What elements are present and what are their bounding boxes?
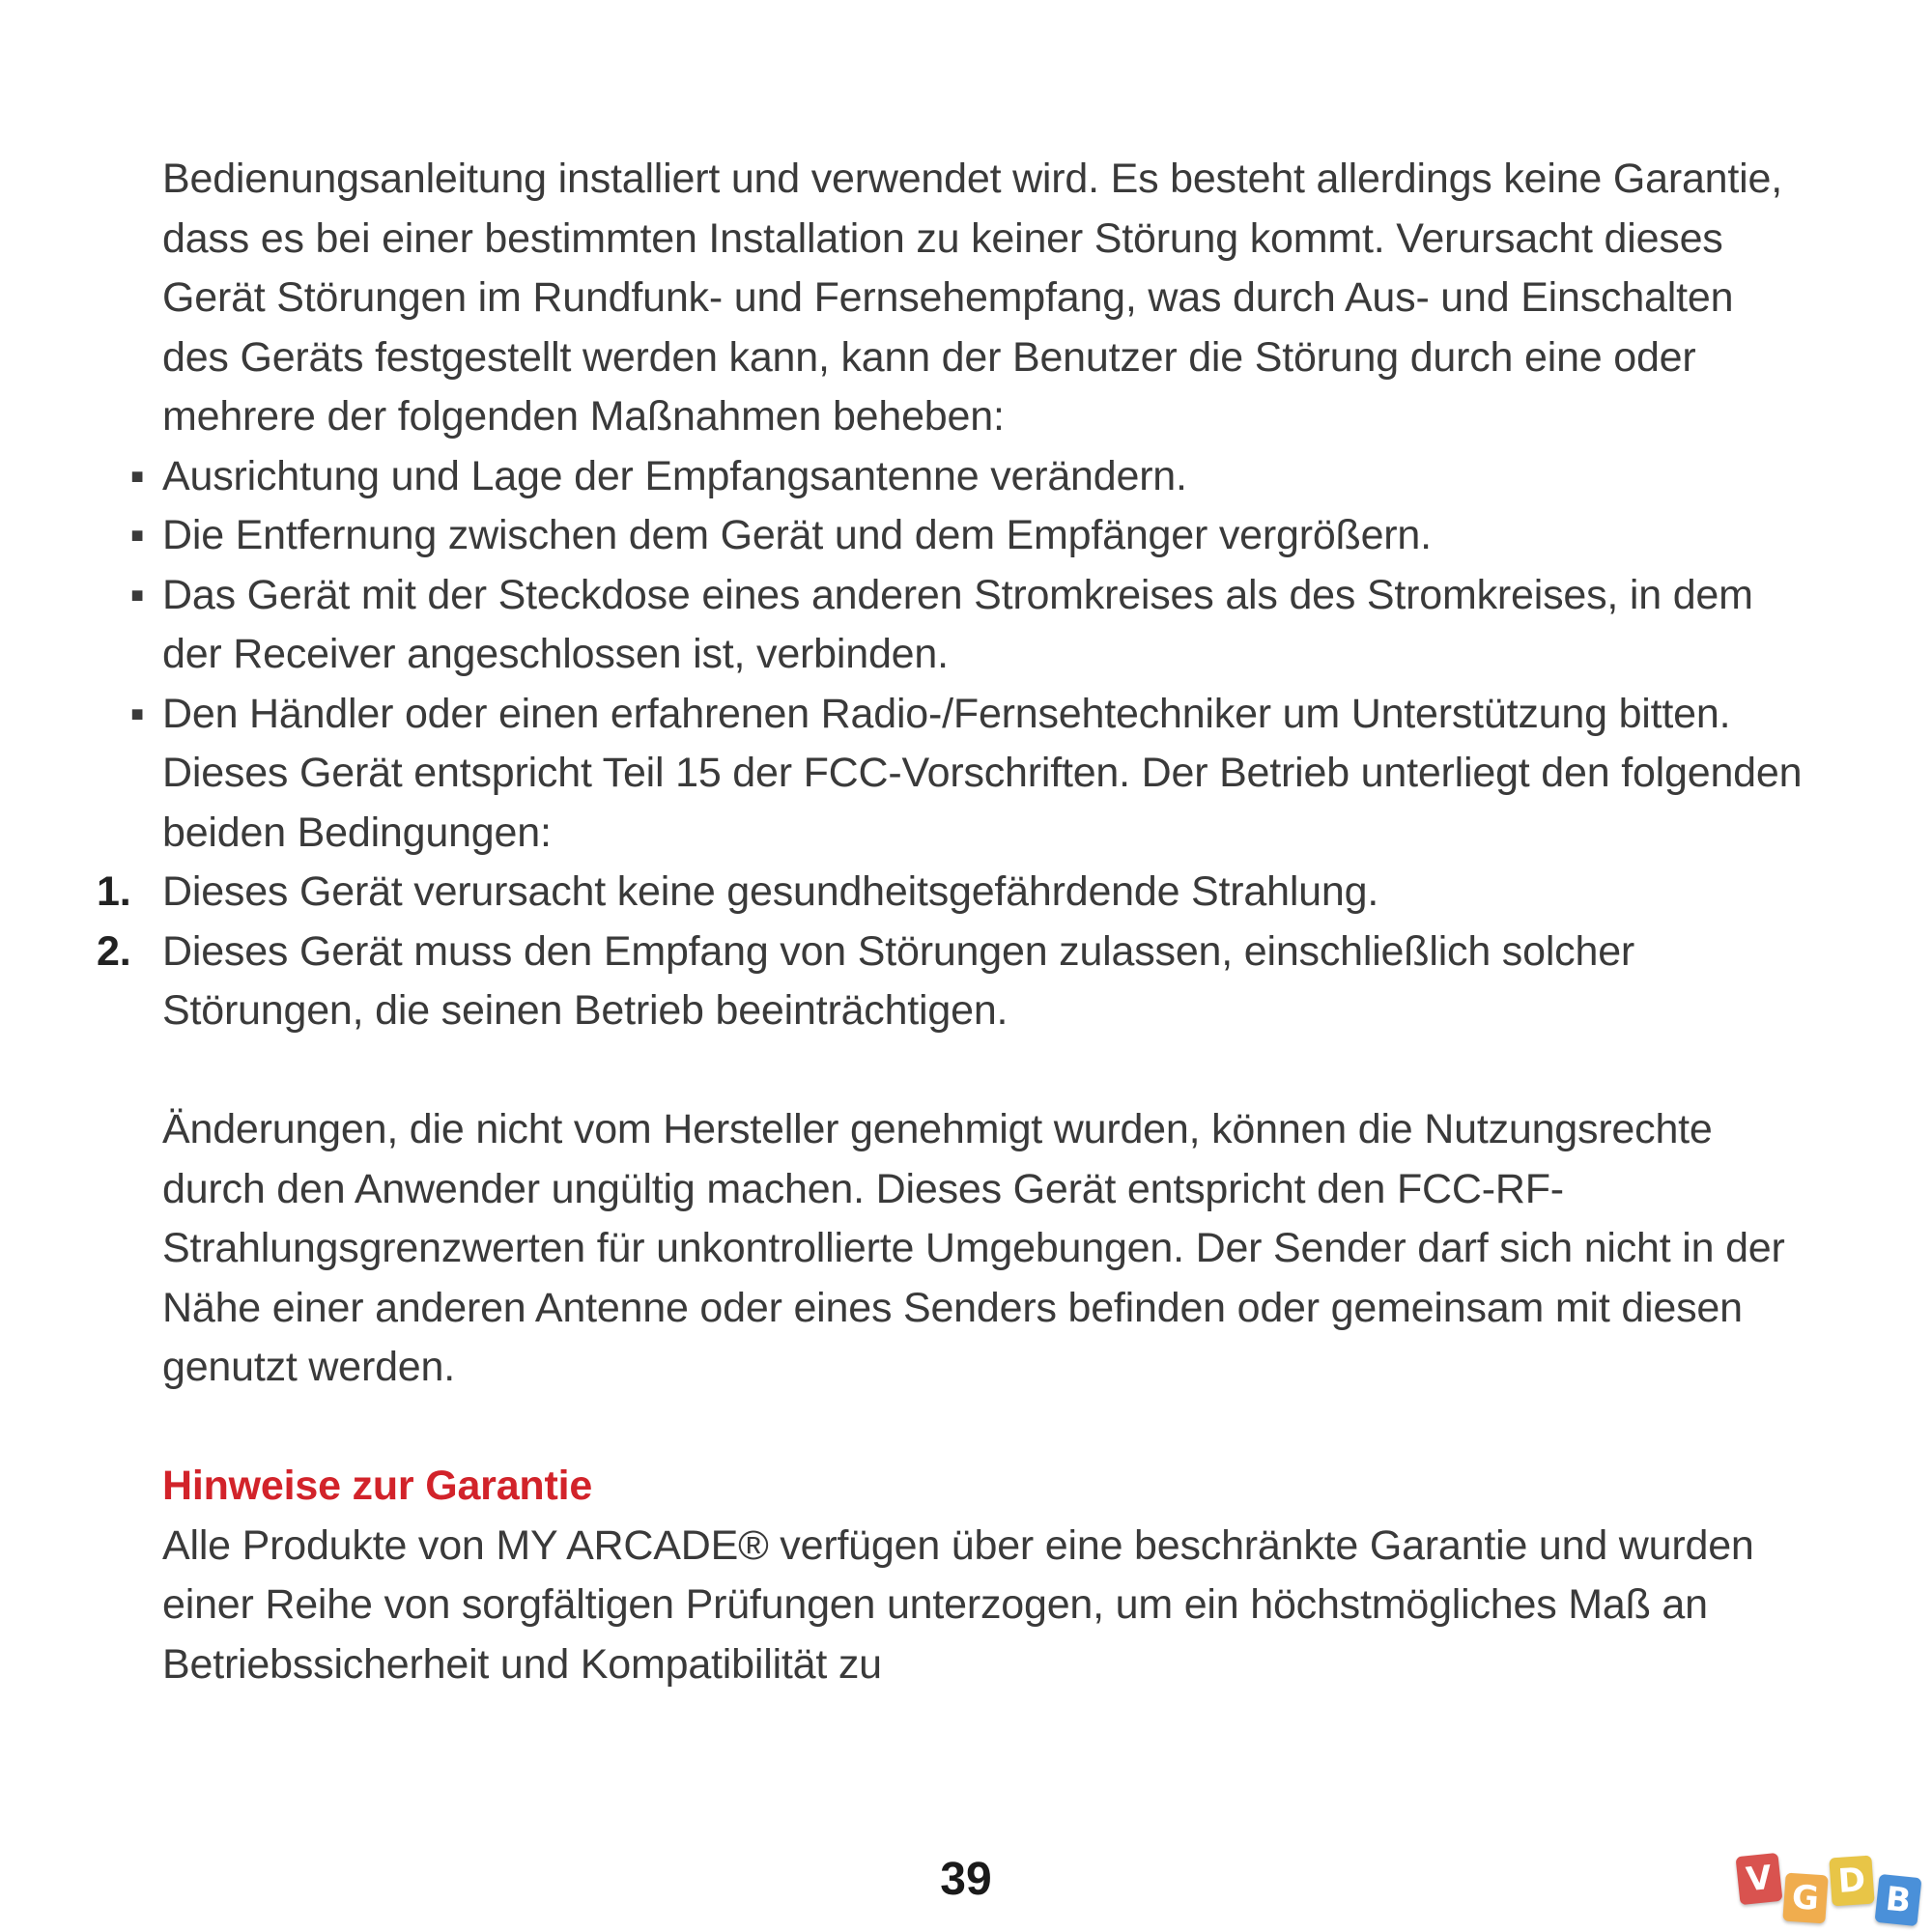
list-item-text: Dieses Gerät verursacht keine gesundheitsgefährdende Strahlung. [162,868,1379,915]
bullet-marker: ▪ [129,571,145,618]
list-number: 1. [97,868,131,915]
list-item-text: Ausrichtung und Lage der Empfangsantenne verändern. [162,452,1187,499]
paragraph-warranty: Alle Produkte von MY ARCADE® verfügen über eine beschränkte Garantie und wurden einer Reihe von sorgfältigen Prüfungen unterzogen, um ein höchstmögliches Maß an Betriebssicherheit und Kompatibilität zu [162,1521,1754,1688]
watermark-tile: D [1829,1856,1874,1907]
list-number: 2. [97,927,131,975]
paragraph-fcc-part15: Dieses Gerät entspricht Teil 15 der FCC-Vorschriften. Der Betrieb unterliegt den folgenden beiden Bedingungen: [162,750,1803,856]
paragraph-modifications: Änderungen, die nicht vom Hersteller genehmigt wurden, können die Nutzungsrechte durch den Anwender ungültig machen. Dieses Gerät entspricht den FCC-RF-Strahlungsgrenzwerten für unkontrollierte Umgebungen. Der Sender darf sich nicht in der Nähe einer anderen Antenne oder eines Senders befinden oder gemeinsam mit diesen genutzt werden. [162,1106,1785,1390]
page-number: 39 [940,1854,992,1905]
list-item [0,863,1804,923]
vgdb-watermark-logo [1734,1855,1927,1930]
bullet-list [0,447,1932,745]
list-item-text: Die Entfernung zwischen dem Gerät und dem Empfänger vergrößern. [162,512,1432,558]
list-item [0,447,1804,507]
bullet-marker: ▪ [129,452,145,499]
list-item [0,923,1804,1041]
list-item-text: Dieses Gerät muss den Empfang von Störungen zulassen, einschließlich solcher Störungen, die seinen Betrieb beeinträchtigen. [162,927,1635,1034]
watermark-tile: V [1736,1853,1783,1905]
list-item [0,506,1804,566]
body-text [0,150,1932,1694]
section-heading: Hinweise zur Garantie [162,1463,593,1509]
list-item-text: Den Händler oder einen erfahrenen Radio-/Fernsehtechniker um Unterstützung bitten. [162,690,1731,737]
numbered-list [0,863,1932,1041]
bullet-marker: ▪ [129,512,145,558]
spacer [0,1398,1932,1458]
paragraph-fcc-interference: Bedienungsanleitung installiert und verwendet wird. Es besteht allerdings keine Garantie, dass es bei einer bestimmten Installation zu keiner Störung kommt. Verursacht dieses Gerät Störungen im Rundfunk- und Fernsehempfang, was durch Aus- und Einschalten des Geräts festgestellt werden kann, kann der Benutzer die Störung durch eine oder mehrere der folgenden Maßnahmen beheben: [162,156,1782,440]
spacer [0,1041,1932,1101]
bullet-marker: ▪ [129,690,145,737]
watermark-tile: G [1782,1873,1828,1924]
list-item [0,566,1804,685]
watermark-tile: B [1875,1874,1922,1926]
list-item-text: Das Gerät mit der Steckdose eines anderen Stromkreises als des Stromkreises, in dem der Receiver angeschlossen ist, verbinden. [162,571,1753,677]
list-item [0,685,1804,745]
